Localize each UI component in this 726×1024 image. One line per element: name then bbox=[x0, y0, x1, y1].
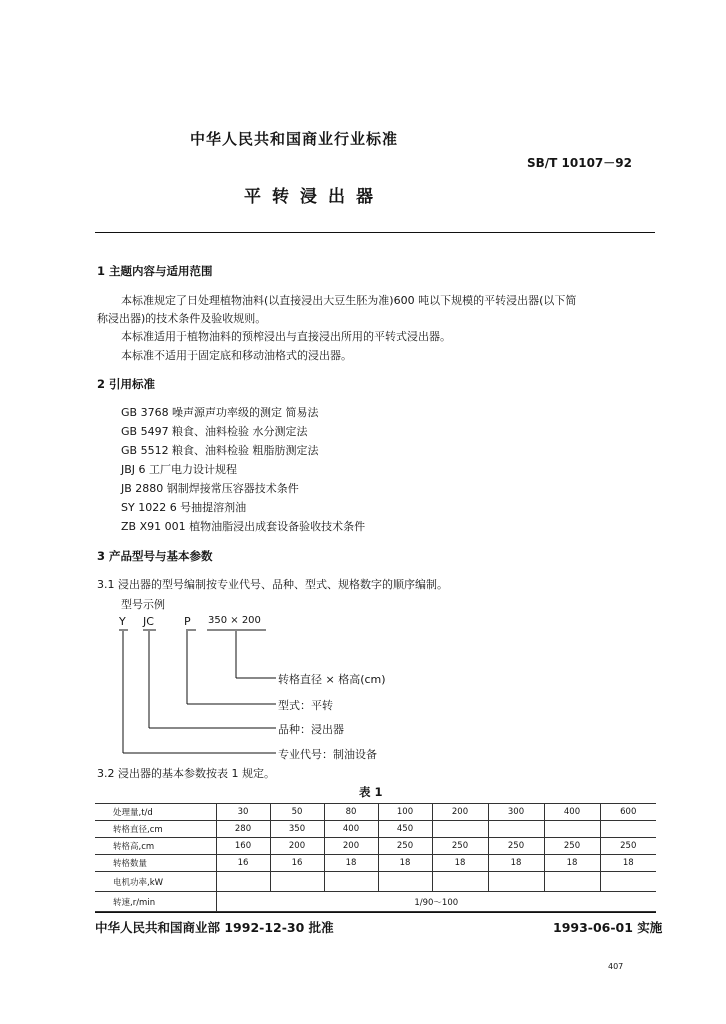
table-cell: 300 bbox=[488, 804, 544, 821]
section-3-heading: 3 产品型号与基本参数 bbox=[97, 549, 213, 563]
section-2-heading: 2 引用标准 bbox=[97, 377, 156, 391]
table-cell: 200 bbox=[270, 838, 324, 855]
model-code-spec: 350 × 200 bbox=[208, 615, 261, 626]
row-label: 转格高,cm bbox=[95, 838, 216, 855]
table-cell bbox=[324, 872, 378, 892]
reference-item: JB 2880 钢制焊接常压容器技术条件 bbox=[121, 482, 299, 495]
table-cell: 18 bbox=[600, 855, 656, 872]
row-label: 处理量,t/d bbox=[95, 804, 216, 821]
table-row bbox=[95, 804, 656, 821]
table-cell: 50 bbox=[270, 804, 324, 821]
model-example-label: 型号示例 bbox=[121, 598, 165, 611]
model-code-jc: JC bbox=[143, 615, 154, 628]
table-row bbox=[95, 872, 656, 892]
section-1-para-2: 本标准适用于植物油料的预榨浸出与直接浸出所用的平转式浸出器。 bbox=[121, 330, 451, 343]
table-cell bbox=[600, 872, 656, 892]
reference-item: GB 5497 粮食、油料检验 水分测定法 bbox=[121, 425, 308, 438]
table-cell: 250 bbox=[600, 838, 656, 855]
table-cell: 200 bbox=[324, 838, 378, 855]
section-1-para-1-line-1: 本标准规定了日处理植物油料(以直接浸出大豆生胚为准)600 吨以下规模的平转浸出器(以下简 bbox=[121, 294, 577, 307]
reference-item: SY 1022 6 号抽提溶剂油 bbox=[121, 501, 247, 514]
section-3-1-text: 3.1 浸出器的型号编制按专业代号、品种、型式、规格数字的顺序编制。 bbox=[97, 578, 448, 591]
table-cell: 450 bbox=[378, 821, 432, 838]
reference-item: ZB X91 001 植物油脂浸出成套设备验收技术条件 bbox=[121, 520, 366, 533]
table-cell bbox=[600, 821, 656, 838]
reference-item: GB 3768 噪声源声功率级的测定 简易法 bbox=[121, 406, 319, 419]
table-row bbox=[95, 838, 656, 855]
table-cell: 30 bbox=[216, 804, 270, 821]
reference-item: JBJ 6 工厂电力设计规程 bbox=[121, 463, 238, 476]
model-desc-kind: 品种：浸出器 bbox=[278, 723, 344, 736]
table-cell: 250 bbox=[544, 838, 600, 855]
table-cell: 250 bbox=[432, 838, 488, 855]
table-cell: 350 bbox=[270, 821, 324, 838]
page-number: 407 bbox=[608, 962, 624, 971]
table-cell: 200 bbox=[432, 804, 488, 821]
table-cell: 18 bbox=[544, 855, 600, 872]
table-cell bbox=[270, 872, 324, 892]
standard-org-title: 中华人民共和国商业行业标准 bbox=[190, 130, 399, 148]
table-cell-merged: 1/90～100 bbox=[216, 892, 656, 912]
table-cell: 400 bbox=[324, 821, 378, 838]
section-1-para-3: 本标准不适用于固定底和移动油格式的浸出器。 bbox=[121, 349, 352, 362]
table-cell bbox=[432, 872, 488, 892]
table-row bbox=[95, 892, 656, 912]
effective-date: 1993-06-01 实施 bbox=[553, 920, 663, 935]
table-cell bbox=[544, 821, 600, 838]
table-cell: 18 bbox=[324, 855, 378, 872]
standard-code: SB/T 10107－92 bbox=[527, 156, 632, 170]
table-cell: 18 bbox=[488, 855, 544, 872]
table-cell bbox=[378, 872, 432, 892]
table-cell bbox=[216, 872, 270, 892]
row-label: 转速,r/min bbox=[95, 892, 216, 912]
table-cell: 16 bbox=[270, 855, 324, 872]
table-cell: 250 bbox=[378, 838, 432, 855]
table-cell: 600 bbox=[600, 804, 656, 821]
table-row bbox=[95, 821, 656, 838]
section-1-para-1-line-2: 称浸出器)的技术条件及验收规则。 bbox=[97, 312, 267, 325]
footer-rule bbox=[95, 912, 656, 913]
table-1-title: 表 1 bbox=[359, 785, 383, 799]
table-cell: 80 bbox=[324, 804, 378, 821]
section-3-2-text: 3.2 浸出器的基本参数按表 1 规定。 bbox=[97, 767, 275, 780]
document-title: 平转浸出器 bbox=[244, 187, 384, 207]
table-cell bbox=[432, 821, 488, 838]
table-cell: 100 bbox=[378, 804, 432, 821]
table-cell: 16 bbox=[216, 855, 270, 872]
table-cell bbox=[488, 821, 544, 838]
model-desc-type: 型式：平转 bbox=[278, 699, 333, 712]
table-cell: 160 bbox=[216, 838, 270, 855]
model-code-p: P bbox=[184, 615, 191, 628]
model-code-y: Y bbox=[119, 615, 126, 628]
approval-text: 中华人民共和国商业部 1992-12-30 批准 bbox=[95, 920, 334, 935]
table-row bbox=[95, 855, 656, 872]
row-label: 电机功率,kW bbox=[95, 872, 216, 892]
table-cell: 280 bbox=[216, 821, 270, 838]
parameters-table bbox=[95, 803, 656, 912]
model-desc-code: 专业代号：制油设备 bbox=[278, 748, 377, 761]
table-cell bbox=[544, 872, 600, 892]
table-cell: 18 bbox=[432, 855, 488, 872]
section-1-heading: 1 主题内容与适用范围 bbox=[97, 264, 213, 278]
table-cell bbox=[488, 872, 544, 892]
reference-item: GB 5512 粮食、油料检验 粗脂肪测定法 bbox=[121, 444, 319, 457]
row-label: 转格直径,cm bbox=[95, 821, 216, 838]
table-cell: 250 bbox=[488, 838, 544, 855]
table-cell: 400 bbox=[544, 804, 600, 821]
table-cell: 18 bbox=[378, 855, 432, 872]
model-desc-spec: 转格直径 × 格高(cm) bbox=[278, 673, 386, 686]
row-label: 转格数量 bbox=[95, 855, 216, 872]
